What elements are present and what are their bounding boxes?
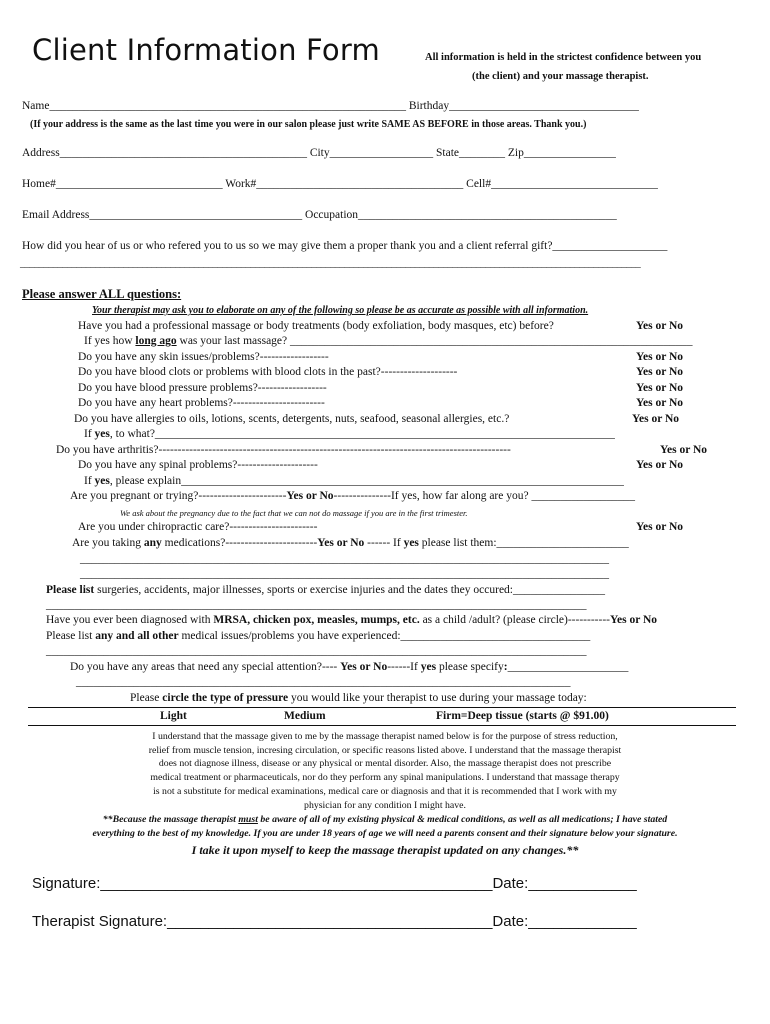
question-allergies: Do you have allergies to oils, lotions, scents, detergents, nuts, seafood, seasonal allergies, etc.? [74, 413, 510, 425]
email-occupation-field[interactable]: Email Address_____________________________________ Occupation_____________________________________________ [22, 209, 617, 221]
address-city-state-zip-field[interactable]: Address___________________________________________ City__________________ State________ Zip________________ [22, 147, 616, 159]
therapist-signature-field[interactable]: Therapist Signature:_______________________________________Date:_____________ [32, 913, 637, 930]
disclaimer-line: is not a substitute for medical examinations, medical care or diagnosis and that it is recommended that I work with my [153, 785, 617, 797]
yes-no-arthritis[interactable]: Yes or No [660, 444, 708, 456]
questions-subheading: Your therapist may ask you to elaborate on any of the following so please be as accurate as possible with all information. [92, 305, 589, 316]
referral-line[interactable]: ____________________________________________________________________________________________________________________________________ [20, 258, 641, 269]
allergies-detail-field[interactable]: If yes, to what?________________________________________________________________________________ [84, 428, 615, 440]
disclaimer-line: medical treatment or pharmaceuticals, nor do they perform any spinal manipulations. I understand that massage therapy [150, 772, 620, 784]
pregnancy-note: We ask about the pregnancy due to the fact that we can not do massage if you are in the first trimester. [120, 508, 468, 518]
medications-line-2[interactable]: ____________________________________________________________________________________________ [80, 568, 609, 580]
question-arthritis: Do you have arthritis?-------------------------------------------------------------------------------------------- [56, 444, 511, 456]
pressure-prompt: Please circle the type of pressure you would like your therapist to use during your massage today: [130, 692, 587, 704]
phone-fields[interactable]: Home#_____________________________ Work#____________________________________ Cell#_____________________________ [22, 178, 658, 190]
yes-no-blood-pressure[interactable]: Yes or No [636, 382, 684, 394]
confidentiality-note-1: All information is held in the strictest confidence between you [425, 52, 702, 63]
questions-heading: Please answer ALL questions: [22, 287, 182, 301]
question-blood-pressure: Do you have blood pressure problems?------------------ [78, 382, 327, 394]
yes-no-prior-massage[interactable]: Yes or No [636, 320, 684, 332]
question-other-issues[interactable]: Please list any and all other medical issues/problems you have experienced:_________________________________ [46, 630, 591, 642]
disclaimer-line: relief from muscle tension, incresing circulation, or specific reasons listed above. I understand that the massage therapist [148, 744, 622, 756]
confidentiality-note-2: (the client) and your massage therapist. [472, 71, 649, 82]
question-surgeries[interactable]: Please list surgeries, accidents, major illnesses, sports or exercise injuries and the dates they occured:________________ [46, 584, 606, 596]
disclaimer-block [0, 730, 770, 812]
disclaimer-line: physician for any condition I might have. [304, 799, 466, 811]
disclaimer-line: I understand that the massage given to me by the massage therapist named below is for the purpose of stress reduction, [152, 731, 618, 742]
yes-no-chiropractic[interactable]: Yes or No [636, 521, 684, 533]
spinal-detail-field[interactable]: If yes, please explain_____________________________________________________________________________ [84, 475, 624, 487]
question-heart-problems: Do you have any heart problems?------------------------ [78, 397, 325, 409]
surgeries-line[interactable]: ______________________________________________________________________________________________ [46, 599, 587, 611]
yes-no-heart-problems[interactable]: Yes or No [636, 397, 684, 409]
pressure-top-rule [28, 707, 736, 708]
name-birthday-field[interactable]: Name______________________________________________________________ Birthday_________________________________ [22, 100, 639, 112]
question-pregnant[interactable]: Are you pregnant or trying?-----------------------Yes or No---------------If yes, how far along are you? __________________ [70, 490, 635, 502]
pressure-bottom-rule [28, 725, 736, 726]
question-medications[interactable]: Are you taking any medications?------------------------Yes or No ------ If yes please list them:_______________________ [72, 537, 629, 549]
pressure-deep-tissue[interactable]: Firm=Deep tissue (starts @ $91.00) [436, 710, 609, 722]
special-attention-line[interactable]: ______________________________________________________________________________________ [76, 676, 571, 688]
address-note: (If your address is the same as the last time you were in our salon please just write SAME AS BEFORE in those areas. Thank you.) [30, 119, 587, 130]
yes-no-spinal-problems[interactable]: Yes or No [636, 459, 684, 471]
pressure-light[interactable]: Light [160, 710, 187, 722]
yes-no-skin-issues[interactable]: Yes or No [636, 351, 684, 363]
pressure-medium[interactable]: Medium [284, 710, 326, 722]
question-chiropractic: Are you under chiropractic care?----------------------- [78, 521, 318, 533]
client-signature-field[interactable]: Signature:_______________________________________________Date:_____________ [32, 875, 637, 892]
yes-no-allergies[interactable]: Yes or No [632, 413, 680, 425]
question-diagnosed[interactable]: Have you ever been diagnosed with MRSA, chicken pox, measles, mumps, etc. as a child /adult? (please circle)-----------Yes or No [46, 614, 658, 626]
yes-no-blood-clots[interactable]: Yes or No [636, 366, 684, 378]
disclaimer-line: does not diagnose illness, disease or any physical or mental disorder. Also, the massage therapist does not prescribe [158, 758, 612, 770]
question-prior-massage: Have you had a professional massage or body treatments (body exfoliation, body masques, etc) before? [78, 320, 554, 332]
question-last-massage[interactable]: If yes how long ago was your last massage? ______________________________________________________________________ [84, 335, 693, 347]
question-spinal-problems: Do you have any spinal problems?--------------------- [78, 459, 318, 471]
medications-line-1[interactable]: ____________________________________________________________________________________________ [80, 553, 609, 565]
form-title: Client Information Form [32, 33, 380, 67]
acknowledgement-line-1: **Because the massage therapist must be aware of all of my existing physical & medical conditions, as well as all medications; I have stated [102, 814, 668, 825]
question-blood-clots: Do you have blood clots or problems with blood clots in the past?-------------------- [78, 366, 458, 378]
question-special-attention[interactable]: Do you have any areas that need any special attention?---- Yes or No------If yes please specify:_____________________ [70, 661, 629, 673]
other-issues-line[interactable]: ______________________________________________________________________________________________ [46, 645, 587, 657]
referral-field[interactable]: How did you hear of us or who refered you to us so we may give them a proper thank you and a client referral gift?____________________ [22, 240, 668, 252]
acknowledgement-line-2: everything to the best of my knowledge. If you are under 18 years of age we will need a parents consent and their signature below your signature. [92, 828, 678, 839]
question-skin-issues: Do you have any skin issues/problems?------------------ [78, 351, 329, 363]
acknowledgement-line-3: I take it upon myself to keep the massage therapist updated on any changes.** [191, 843, 579, 857]
